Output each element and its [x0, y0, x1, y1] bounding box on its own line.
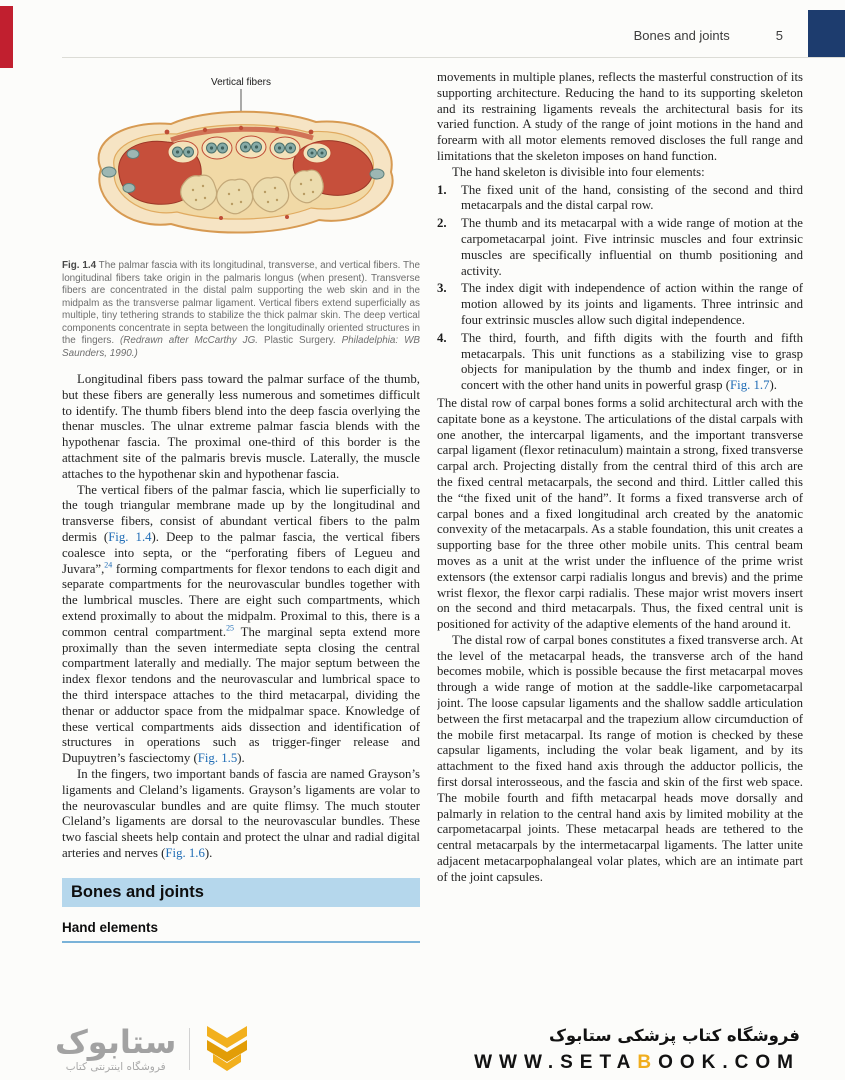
right-column: [437, 70, 803, 1022]
url-prefix: WWW.SETA: [474, 1052, 638, 1073]
website-url[interactable]: [474, 1052, 800, 1074]
text-segment: In the fingers, two important bands of fascia are named Grayson’s ligaments and Cleland’s ligaments. Grayson’s ligaments are volar to the neurovascular bundles and are quite flimsy. The much stouter Cleland’s ligaments are dorsal to the neurovascular bundles. These two fascial sheets help contain and protect the ulnar and radial digital arteries and nerves (: [62, 766, 420, 860]
paragraph: [437, 396, 803, 633]
text-segment: ).: [769, 378, 777, 393]
text-segment: Longitudinal fibers pass toward the palmar surface of the thumb, but these fibers are generally less numerous and sometimes difficult to identify. The thumb fibers blend into the deep fascia overlying the thenar muscles. The ulnar extreme palmar fascia blends with the hypothenar fascia. The proximal one-third of this border is the attachment site of the palmaris brevis muscle. Laterally, the muscle attaches to the hypothenar skin and hypothenar fascia.: [62, 372, 420, 481]
paragraph: [437, 633, 803, 886]
logo-separator: [189, 1028, 190, 1070]
text-segment: The third, fourth, and fifth digits with the fourth and fifth metacarpals. This unit functions as a stabilizing vise to grasp objects for manipulation by the thumb and index finger, or in concert with the other hand units in powerful grasp (: [461, 330, 803, 393]
footer: [0, 1018, 845, 1080]
text-segment: forming compartments for flexor tendons to each digit and separate compartments for the neurovascular bundles together with the lumbrical muscles. There are eight such compartments, which extend proximally to about the midpalm. Proximal to this, there is a common central compartment.: [62, 561, 420, 639]
paragraph: [437, 70, 803, 165]
logo-wordmark: ستابوک: [55, 1023, 177, 1061]
text-segment: The palmar fascia with its longitudinal, transverse, and vertical fibers. The longitudinal fibers take origin in the palmaris longus (when present). Transverse fibers are concentrated in the distal palm supporting the web skin and in the midpalm as the transverse palmar ligament. Vertical fibers extend superficially as multiple, tiny tethering strands to stabilize the thick palmar skin. The deep vertical components concentrate in septa between the longitudinally oriented structures in the fingers.: [62, 260, 420, 346]
paragraph: [437, 165, 803, 181]
page-edge-tab: [0, 6, 13, 68]
numbered-list-item: [437, 281, 803, 328]
paragraph: [62, 372, 420, 483]
figure-reference-link[interactable]: Fig. 1.5: [197, 751, 238, 766]
text-segment: Plastic Surgery.: [258, 335, 342, 346]
text-segment: The index digit with independence of action within the range of motion allowed by its joints and ligaments. Three intrinsic and four extrinsic muscles allow such digital independence.: [461, 281, 803, 327]
list-text: [461, 281, 803, 328]
footer-store-info: [474, 1026, 800, 1074]
paragraph: [62, 260, 420, 360]
text-segment: The marginal septa extend more proximally than the seven intermediate septa closing the central compartment laterally and medially. The major septum between the index flexor tendons and the neurovascular and lumbrical space to the third interspace attaches to the third metacarpal, dividing the thenar or adductor space from the midpalmar space. Knowledge of these vertical compartments aids dissection and identification of structures in operations such as trigger-finger release and Dupuytren’s fasciectomy (: [62, 624, 420, 766]
list-text: [461, 183, 803, 215]
text-segment: The hand skeleton is divisible into four elements:: [452, 164, 705, 179]
url-highlight-letter: B: [637, 1052, 659, 1073]
subsection-heading-hand-elements: Hand elements: [62, 911, 420, 943]
logo-tagline: فروشگاه اینترنتی کتاب: [65, 1061, 166, 1073]
text-segment: The fixed unit of the hand, consisting of the second and third metacarpals and the distal carpal row.: [461, 182, 803, 213]
page-number: 5: [775, 28, 783, 43]
text-segment: (Redrawn after McCarthy JG.: [120, 335, 259, 346]
text-segment: Philadelphia: WB Saunders, 1990.): [62, 335, 420, 359]
store-title: فروشگاه کتاب پزشکی ستابوک: [549, 1026, 800, 1045]
running-head-title: Bones and joints: [633, 28, 730, 43]
list-number: 3.: [437, 281, 447, 296]
paragraph: [62, 767, 420, 862]
left-body-text: [62, 372, 420, 862]
figure-caption: [62, 260, 420, 360]
logo-text-block: [55, 1025, 176, 1073]
list-number: 1.: [437, 182, 447, 197]
numbered-list-item: [437, 183, 803, 215]
citation-superscript[interactable]: 25: [226, 623, 234, 633]
running-head: [634, 28, 783, 43]
paragraph: [62, 483, 420, 767]
text-segment: ). Deep to the palmar fascia, the vertical fibers coalesce into septa, or the “perforating fibers of Legueu and Juvara”,: [62, 529, 420, 576]
palm-cross-section-illustration: [71, 74, 411, 249]
text-segment: The thumb and its metacarpal with a wide range of motion at the carpometacarpal joint. Five intrinsic muscles and four extrinsic muscles are specifically influential on thumb positioning and activity.: [461, 216, 803, 278]
figure-annotation-label: Vertical fibers: [210, 77, 272, 88]
text-segment: The distal row of carpal bones forms a solid architectural arch with the capitate bone as a keystone. The articulations of the distal carpals with one another, the intercarpal ligaments, and the important transverse carpal ligament (flexor retinaculum) maintain a strong, fixed transverse carpal arch. Projecting distally from the central third of this arch are the fixed central metacarpals, the second and third. Littler called this the “the fixed unit of the hand”. It forms a fixed transverse arch of carpal bones and a fixed longitudinal arch created by the anatomic convexity of the metacarpals. As a stable foundation, this unit creates a supporting base for the three other mobile units. This central beam moves as a unit at the wrist under the influence of the prime wrist extensors (the extensor carpi radialis longus and brevis) and the prime wrist flexor, the flexor carpi radialis. These major wrist movers insert on the second and third metacarpals. Thus, the fixed central unit is positioned for activity of the adaptive elements of the hand around it.: [437, 395, 803, 632]
url-suffix: OOK.COM: [658, 1052, 800, 1073]
text-segment: The vertical fibers of the palmar fascia, which lie superficially to the tough triangular membrane made up by the longitudinal and transverse fibers, consist of abundant vertical fibers to the palm dermis (: [62, 482, 420, 544]
right-body-text-top: [437, 70, 803, 181]
text-segment: ).: [204, 845, 213, 860]
chapter-corner-block: [808, 10, 845, 58]
figure-1-4: [62, 74, 420, 254]
list-text: [461, 216, 803, 279]
right-body-text-bottom: [437, 396, 803, 886]
left-column: [62, 72, 420, 1030]
figure-reference-link[interactable]: Fig. 1.6: [165, 845, 205, 860]
text-segment: The distal row of carpal bones constitutes a fixed transverse arch. At the level of the metacarpal heads, the transverse arch of the hand becomes mobile, which is possible because the first metacarpal moves through a wide range of motion at the saddle-like carpometacarpal joint. The loose capsular ligaments and the shallow saddle articulation between the first metacarpal and the trapezium allow circumduction of the mobile first metacarpal. Its range of motion is checked by these capsular ligaments, including the volar beak ligament, and by its attachment to the fixed hand axis through the adductor pollicis, the first dorsal interosseous, and the fascia and skin of the first web space. The mobile fourth and fifth metacarpal heads move dorsally and palmarly in relation to the central hand axis by limited mobility at the carpometacarpal joints. These metacarpal heads are tethered to the central metacarpals by the intermetacarpal ligaments. The latter unite adjacent metacarpophalangeal volar plates, which are an intimate part of the joint capsules.: [437, 632, 803, 884]
numbered-list-item: [437, 331, 803, 394]
chevron-logo-icon: [203, 1026, 251, 1072]
text-segment: Fig. 1.4: [62, 260, 97, 271]
figure-reference-link[interactable]: Fig. 1.7: [730, 378, 770, 393]
section-heading-bones-and-joints: Bones and joints: [62, 878, 420, 907]
hand-elements-numbered-list: [437, 183, 803, 394]
header-rule: [62, 57, 845, 58]
setabook-logo[interactable]: [55, 1025, 251, 1073]
text-segment: movements in multiple planes, reflects the masterful construction of its supporting architecture. Reducing the hand to its supporting skeleton and its restraining ligaments reveals the architectural basis for its varied function. A study of the range of joint motions in the hand and forearm with all motor elements removed discloses the full range and limitations that the skeleton imposes on hand function.: [437, 70, 803, 163]
list-text: [461, 331, 803, 394]
figure-reference-link[interactable]: Fig. 1.4: [108, 529, 152, 544]
text-segment: ).: [237, 751, 245, 766]
list-number: 2.: [437, 216, 447, 231]
citation-superscript[interactable]: 24: [104, 560, 113, 570]
list-number: 4.: [437, 330, 447, 345]
numbered-list-item: [437, 216, 803, 279]
